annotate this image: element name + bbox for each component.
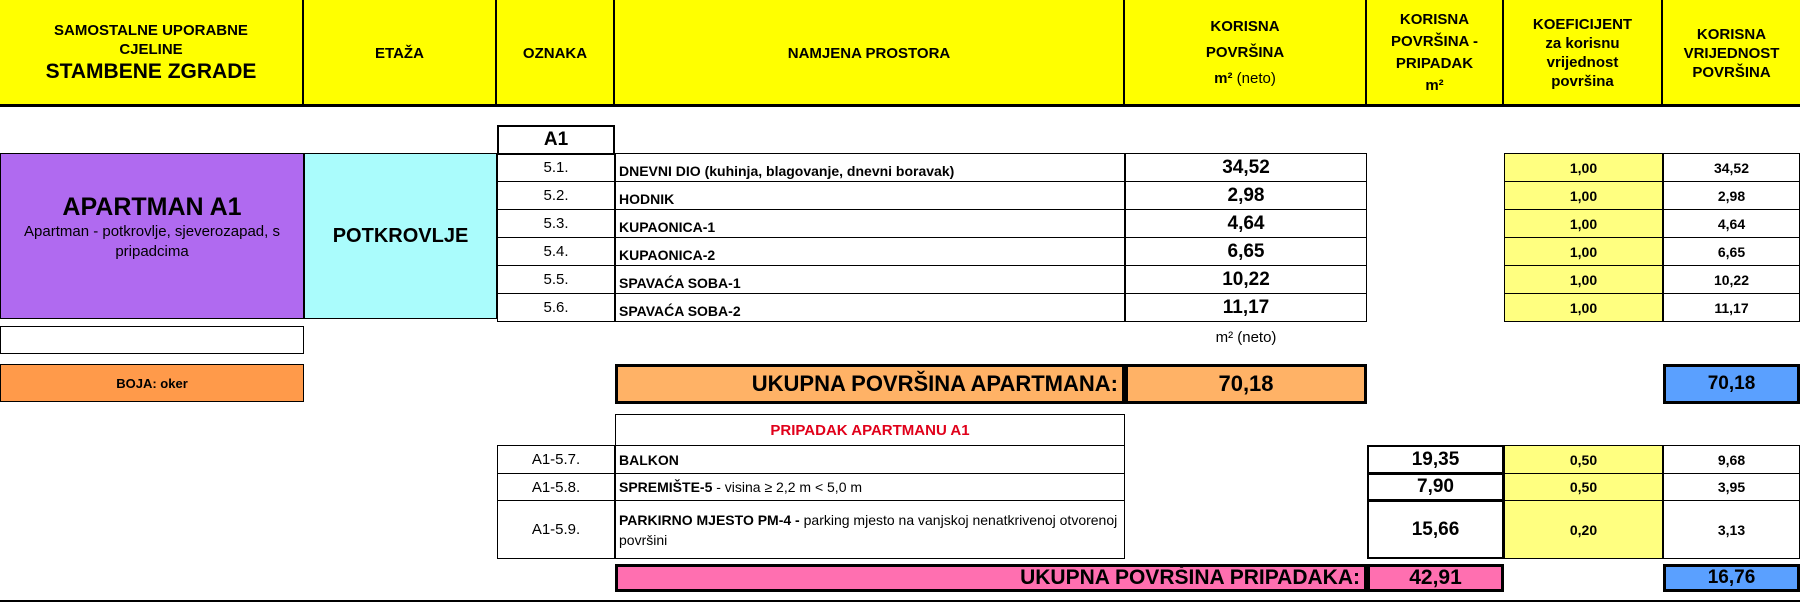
room-value-text: 34,52 <box>1713 159 1750 176</box>
appurtenance-coef-text: 0,50 <box>1569 451 1598 468</box>
room-coef-text: 1,00 <box>1569 159 1598 176</box>
appurtenance-name-bold: SPREMIŠTE-5 <box>619 479 713 495</box>
room-name-text: SPAVAĆA SOBA-2 <box>619 303 741 319</box>
room-name <box>615 237 1125 266</box>
header-coef-line4: površina <box>1551 73 1614 90</box>
room-name-text: KUPAONICA-2 <box>619 247 716 263</box>
room-coef <box>1504 181 1663 210</box>
appurtenance-code <box>497 473 615 501</box>
header-coefficient <box>1504 0 1663 106</box>
room-name-text: DNEVNI DIO (kuhinja, blagovanje, dnevni boravak) <box>619 163 955 179</box>
appurtenance-coef <box>1504 500 1663 559</box>
header-unit-line1: SAMOSTALNE UPORABNE <box>54 22 248 39</box>
room-area <box>1125 209 1367 238</box>
room-name-text: HODNIK <box>619 191 675 207</box>
header-app-line4: m² <box>1425 77 1444 94</box>
room-code <box>497 181 615 210</box>
header-code <box>497 0 615 106</box>
room-code-text: 5.3. <box>543 215 569 232</box>
room-coef-text: 1,00 <box>1569 187 1598 204</box>
header-floor-label: ETAŽA <box>375 44 424 62</box>
total-appurtenance-area-text: 42,91 <box>1409 566 1462 589</box>
appurtenance-value <box>1663 500 1800 559</box>
room-coef <box>1504 153 1663 182</box>
room-code <box>497 265 615 294</box>
room-name-text: SPAVAĆA SOBA-1 <box>619 275 741 291</box>
header-coef-line1: KOEFICIJENT <box>1532 16 1633 33</box>
room-value-text: 6,65 <box>1717 243 1746 260</box>
appurtenance-name-wrap <box>619 510 1124 550</box>
header-value-line3: POVRŠINA <box>1692 63 1771 81</box>
room-value <box>1663 181 1800 210</box>
header-coef-line3: vrijednost <box>1546 54 1619 71</box>
appurtenance-code-text: A1-5.9. <box>531 521 581 538</box>
room-area <box>1125 265 1367 294</box>
room-code-text: 5.1. <box>543 159 569 176</box>
appurtenance-area-text: 7,90 <box>1417 476 1454 497</box>
floor-cell <box>304 153 497 319</box>
header-floor <box>304 0 497 106</box>
room-value-text: 2,98 <box>1717 187 1746 204</box>
header-code-label: OZNAKA <box>522 44 588 62</box>
room-area <box>1125 237 1367 266</box>
room-area-text: 34,52 <box>1222 156 1270 178</box>
appurtenance-name <box>615 473 1125 501</box>
appurtenance-value-text: 3,13 <box>1717 521 1746 538</box>
unit-title: APARTMAN A1 <box>62 193 242 221</box>
total-apartment-value <box>1663 364 1800 404</box>
room-value <box>1663 153 1800 182</box>
room-value-text: 4,64 <box>1717 215 1746 232</box>
floor-label: POTKROVLJE <box>332 224 469 247</box>
header-unit-line2: CJELINE <box>119 41 183 58</box>
total-apartment-label-text: UKUPNA POVRŠINA APARTMANA: <box>751 371 1118 396</box>
bottom-rule <box>0 600 1800 602</box>
header-unit-line3: STAMBENE ZGRADE <box>45 60 257 83</box>
appurtenance-title-text: PRIPADAK APARTMANU A1 <box>770 421 970 439</box>
room-code <box>497 293 615 322</box>
unit-code-text: A1 <box>543 129 569 150</box>
header-app-line2: POVRŠINA - <box>1391 33 1478 50</box>
header-purpose-label: NAMJENA PROSTORA <box>787 44 951 62</box>
room-area <box>1125 153 1367 182</box>
room-area-text: 4,64 <box>1227 212 1265 234</box>
header-area-line1: KORISNA <box>1210 18 1280 35</box>
room-name <box>615 209 1125 238</box>
total-appurtenance-label <box>615 564 1367 592</box>
total-appurtenance-value-text: 16,76 <box>1707 567 1756 588</box>
unit-description: Apartman - potkrovlje, sjeverozapad, s pripadcima <box>24 223 280 260</box>
appurtenance-name-rest: parking mjesto na vanjskoj nenatkrivenoj otvorenoj površini <box>619 511 1118 548</box>
appurtenance-value <box>1663 445 1800 474</box>
appurtenance-name-wrap <box>619 450 679 470</box>
room-area <box>1125 181 1367 210</box>
appurtenance-area-text: 15,66 <box>1411 518 1460 540</box>
room-value <box>1663 237 1800 266</box>
room-coef <box>1504 237 1663 266</box>
room-value <box>1663 293 1800 322</box>
total-apartment-area-text: 70,18 <box>1218 371 1274 396</box>
room-value-text: 11,17 <box>1714 299 1749 316</box>
header-unit <box>0 0 304 106</box>
room-code-text: 5.6. <box>543 299 569 316</box>
appurtenance-area-text: 19,35 <box>1411 448 1460 470</box>
header-value <box>1663 0 1800 106</box>
appurtenance-coef <box>1504 473 1663 501</box>
color-box <box>0 364 304 402</box>
header-bottom-rule <box>0 104 1800 107</box>
header-value-line2: VRIJEDNOST <box>1683 44 1780 62</box>
total-apartment-label <box>615 364 1125 404</box>
appurtenance-code <box>497 445 615 474</box>
total-appurtenance-value <box>1663 564 1800 592</box>
unit-name-cell <box>0 153 304 319</box>
appurtenance-name-rest: - visina ≥ 2,2 m < 5,0 m <box>712 479 863 495</box>
room-area <box>1125 293 1367 322</box>
unit-code-label <box>497 125 615 155</box>
room-code-text: 5.4. <box>543 243 569 260</box>
room-name <box>615 181 1125 210</box>
appurtenance-area <box>1367 500 1504 559</box>
room-name <box>615 293 1125 322</box>
color-label: BOJA: oker <box>116 375 188 391</box>
appurtenance-area <box>1367 445 1504 474</box>
room-value <box>1663 209 1800 238</box>
header-value-line1: KORISNA <box>1696 25 1767 43</box>
header-area-neto: (neto) <box>1236 70 1276 87</box>
header-area-line3 <box>1214 66 1276 92</box>
empty-input-box <box>0 326 304 354</box>
room-coef-text: 1,00 <box>1569 215 1598 232</box>
room-area-text: 11,17 <box>1222 296 1270 318</box>
appurtenance-name-bold: BALKON <box>619 451 679 468</box>
room-code <box>497 153 615 182</box>
room-value <box>1663 265 1800 294</box>
header-area <box>1125 0 1367 106</box>
room-name <box>615 265 1125 294</box>
room-coef-text: 1,00 <box>1569 243 1598 260</box>
header-area-line2: POVRŠINA <box>1205 44 1285 61</box>
room-area-text: 10,22 <box>1222 268 1270 290</box>
appurtenance-code-text: A1-5.7. <box>531 451 581 468</box>
room-coef <box>1504 293 1663 322</box>
appurtenance-code <box>497 500 615 559</box>
room-code <box>497 237 615 266</box>
appurtenance-area <box>1367 473 1504 501</box>
appurtenance-name <box>615 500 1125 559</box>
room-coef <box>1504 265 1663 294</box>
total-appurtenance-label-text: UKUPNA POVRŠINA PRIPADAKA: <box>1020 566 1360 589</box>
appurtenance-value-text: 9,68 <box>1717 451 1746 468</box>
room-code <box>497 209 615 238</box>
room-name-text: KUPAONICA-1 <box>619 219 716 235</box>
appurtenance-name-bold: PARKIRNO MJESTO PM-4 - <box>619 511 800 528</box>
appurtenance-code-text: A1-5.8. <box>531 478 581 496</box>
header-app-line1: KORISNA <box>1399 11 1470 28</box>
total-apartment-area <box>1125 364 1367 404</box>
header-coef-line2: za korisnu <box>1545 35 1620 52</box>
room-code-text: 5.5. <box>543 271 569 288</box>
header-appurtenance-area <box>1367 0 1504 106</box>
room-area-text: 6,65 <box>1227 240 1265 262</box>
header-area-unit: m² <box>1214 70 1237 87</box>
unit-note: m² (neto) <box>1215 329 1277 346</box>
appurtenance-name <box>615 445 1125 474</box>
appurtenance-value <box>1663 473 1800 501</box>
total-apartment-value-text: 70,18 <box>1707 373 1756 394</box>
room-value-text: 10,22 <box>1713 271 1750 288</box>
total-appurtenance-area <box>1367 564 1504 592</box>
header-app-line3: PRIPADAK <box>1395 55 1474 72</box>
room-coef-text: 1,00 <box>1569 271 1598 288</box>
appurtenance-coef-text: 0,50 <box>1569 479 1598 495</box>
appurtenance-coef-text: 0,20 <box>1569 521 1598 538</box>
room-coef-text: 1,00 <box>1569 299 1598 316</box>
room-code-text: 5.2. <box>543 187 569 204</box>
header-purpose <box>615 0 1125 106</box>
room-area-text: 2,98 <box>1227 184 1265 206</box>
appurtenance-coef <box>1504 445 1663 474</box>
appurtenance-value-text: 3,95 <box>1717 479 1746 495</box>
appurtenance-title <box>615 414 1125 446</box>
room-coef <box>1504 209 1663 238</box>
room-name <box>615 153 1125 182</box>
appurtenance-name-wrap <box>619 477 862 497</box>
